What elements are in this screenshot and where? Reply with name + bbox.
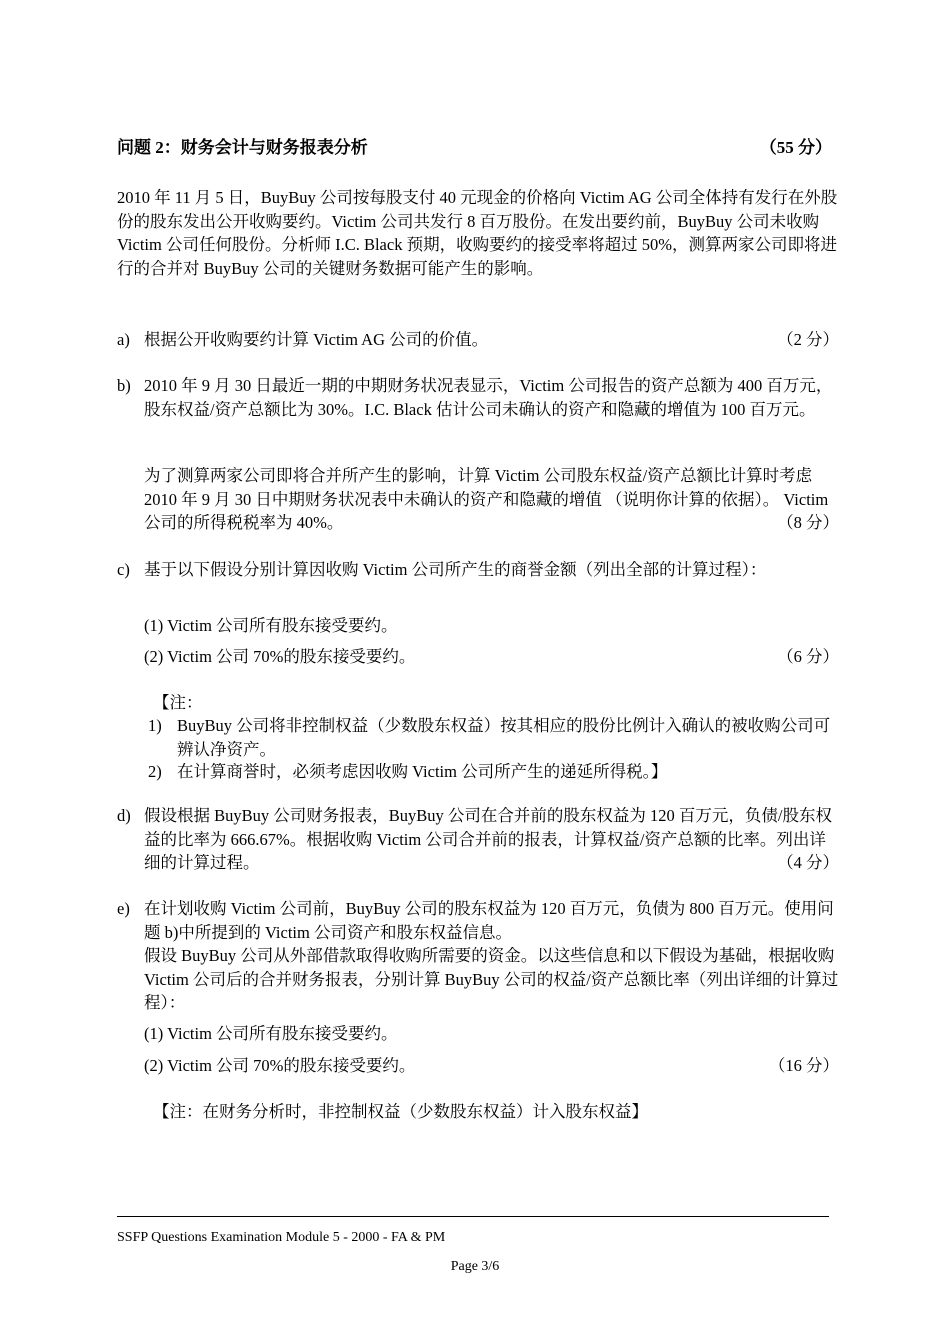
question-heading: [117, 133, 832, 158]
item-e-note: 【注：在财务分析时，非控制权益（少数股东权益）计入股东权益】: [153, 1102, 648, 1121]
item-c-opt1-row: [117, 614, 839, 638]
item-a-text: 根据公开收购要约计算 Victim AG 公司的价值。: [144, 330, 489, 349]
item-c: [117, 558, 839, 582]
item-c-note2-num: 2): [148, 762, 162, 781]
item-e-note-row: [117, 1100, 839, 1124]
item-e-opt2: (2) Victim 公司 70%的股东接受要约。: [144, 1056, 416, 1075]
item-a: [117, 328, 839, 352]
item-c-note1-row: [117, 714, 839, 761]
intro-paragraph: 2010 年 11 月 5 日，BuyBuy 公司按每股支付 40 元现金的价格向 Victim AG 公司全体持有发行在外股份的股东发出公开收购要约。Victim 公司共发行 8 百万股份。在发出要约前，BuyBuy 公司未收购 Victim 公司任何股份。分析师 I.C. Black 预期，收购要约的接受率将超过 50%，测算两家公司即将进行的合并对 BuyBuy 公司的关键财务数据可能产生的影响。: [117, 188, 838, 278]
item-e-points: （16 分）: [768, 1056, 839, 1075]
item-e-text2: 假设 BuyBuy 公司从外部借款取得收购所需要的资金。以这些信息和以下假设为基础，根据收购 Victim 公司后的合并财务报表，分别计算 BuyBuy 公司的权益/资产总额比率（列出详细的计算过程）：: [144, 946, 839, 1012]
question-title: 问题 2：财务会计与财务报表分析: [117, 138, 368, 157]
item-b: [117, 374, 839, 421]
item-b-points: （8 分）: [777, 513, 839, 532]
page-number: Page 3/6: [450, 1259, 500, 1274]
item-e-opt1: (1) Victim 公司所有股东接受要约。: [144, 1024, 398, 1043]
footer-text: SSFP Questions Examination Module 5 - 2000 - FA & PM: [117, 1230, 446, 1245]
item-b-label: b): [117, 376, 131, 395]
item-c-opt1: (1) Victim 公司所有股东接受要约。: [144, 616, 398, 635]
item-c-opt2: (2) Victim 公司 70%的股东接受要约。: [144, 647, 416, 666]
item-c-note-head-row: [117, 691, 839, 715]
item-c-note-head: 【注：: [153, 693, 203, 712]
item-b-text1: 2010 年 9 月 30 日最近一期的中期财务状况表显示，Victim 公司报告的资产总额为 400 百万元， 股东权益/资产总额比为 30%。I.C. Black 估计公司未确认的资产和隐藏的增值为 100 百万元。: [144, 376, 833, 419]
item-c-points: （6 分）: [777, 647, 839, 666]
item-e-label: e): [117, 899, 130, 918]
item-d-points: （4 分）: [777, 853, 839, 872]
item-d: [117, 804, 839, 875]
item-b-part2: [117, 464, 839, 535]
item-c-opt2-row: [117, 645, 839, 669]
item-c-note1: BuyBuy 公司将非控制权益（少数股东权益）按其相应的股份比例计入确认的被收购公司可辨认净资产。: [177, 716, 831, 759]
item-d-text: 假设根据 BuyBuy 公司财务报表，BuyBuy 公司在合并前的股东权益为 120 百万元，负债/股东权益的比率为 666.67%。根据收购 Victim 公司合并前的报表，计算权益/资产总额的比率。列出详细的计算过程。: [144, 806, 832, 872]
item-e-opt2-row: [117, 1054, 839, 1078]
item-d-label: d): [117, 806, 131, 825]
question-points: （55 分）: [759, 138, 832, 157]
item-c-text: 基于以下假设分别计算因收购 Victim 公司所产生的商誉金额（列出全部的计算过程）：: [144, 560, 767, 579]
item-c-note2-row: [117, 760, 839, 784]
item-e-text1: 在计划收购 Victim 公司前，BuyBuy 公司的股东权益为 120 百万元，负债为 800 百万元。使用问题 b)中所提到的 Victim 公司资产和股东权益信息。: [144, 899, 834, 942]
footer-rule: [117, 1216, 829, 1217]
item-a-points: （2 分）: [777, 330, 839, 349]
item-a-label: a): [117, 330, 130, 349]
item-c-note1-num: 1): [148, 716, 162, 735]
item-e-opt1-row: [117, 1022, 839, 1046]
item-c-note2: 在计算商誉时，必须考虑因收购 Victim 公司所产生的递延所得税。】: [177, 762, 668, 781]
item-e: [117, 897, 839, 1015]
item-b-text2: 为了测算两家公司即将合并所产生的影响，计算 Victim 公司股东权益/资产总额比计算时考虑 2010 年 9 月 30 日中期财务状况表中未确认的资产和隐藏的增值 （说明你计算的依据）。 Victim 公司的所得税税率为 40%。: [144, 466, 829, 532]
item-c-label: c): [117, 560, 130, 579]
